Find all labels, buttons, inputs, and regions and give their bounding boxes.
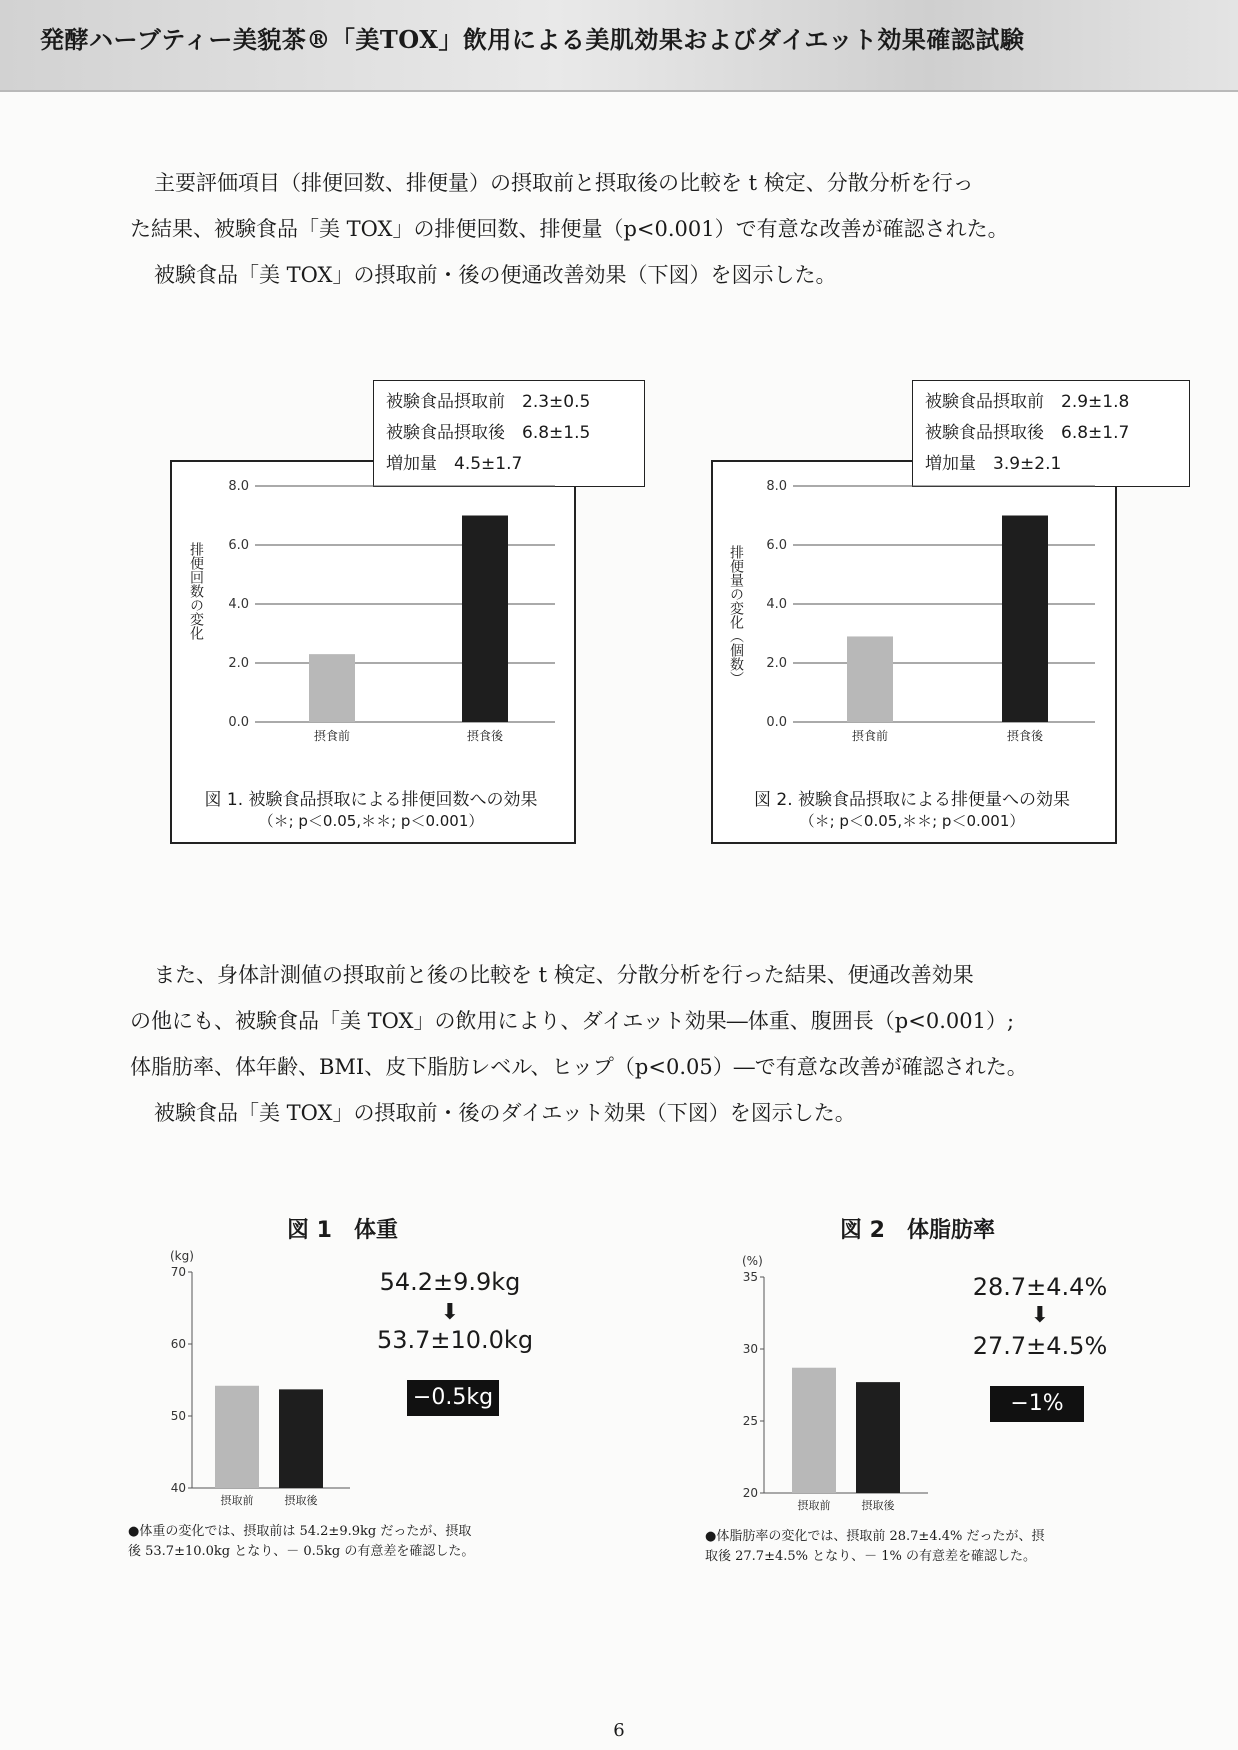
fig-bottom-1-ytick-label: 50 bbox=[170, 1409, 186, 1423]
fig-bottom-2-chart bbox=[728, 1255, 958, 1517]
fig-bottom-2-category-label: 摂取後 bbox=[861, 1499, 895, 1512]
page-title: 発酵ハーブティー美貌茶®「美TOX」飲用による美肌効果およびダイエット効果確認試験 bbox=[40, 25, 1025, 54]
intro-line-3: 被験食品「美 TOX」の摂取前・後の便通改善効果（下図）を図示した。 bbox=[154, 263, 837, 287]
fig-top-1-ytick-label: 8.0 bbox=[228, 479, 249, 494]
fig-bottom-1-note-line-1: ●体重の変化では、摂取前は 54.2±9.9kg だったが、摂取 bbox=[128, 1524, 472, 1539]
fig-bottom-1-unit-label: (kg) bbox=[170, 1250, 194, 1263]
fig-bottom-2-note bbox=[705, 1527, 1165, 1567]
fig-bottom-2-bar bbox=[856, 1382, 900, 1493]
fig-top-1-caption-block bbox=[172, 790, 570, 832]
fig-bottom-1-stat-before: 54.2±9.9kg bbox=[379, 1268, 521, 1296]
fig-bottom-2-note-line-1: ●体脂肪率の変化では、摂取前 28.7±4.4% だったが、摂 bbox=[705, 1529, 1045, 1544]
fig-top-1-ytick-label: 0.0 bbox=[228, 715, 249, 730]
fig-top-1-ylabel: 排便回数の変化 bbox=[188, 542, 204, 640]
fig-top-2-before: 被験食品摂取前 2.9±1.8 bbox=[925, 392, 1130, 412]
fig-top-1-category-label: 摂食後 bbox=[466, 729, 504, 743]
fig-top-1-note: （＊; p＜0.05,＊＊; p＜0.001） bbox=[258, 812, 484, 830]
page-number: 6 bbox=[613, 1720, 625, 1741]
fig-bottom-1-ytick-label: 70 bbox=[170, 1265, 186, 1279]
fig-top-1-bar bbox=[462, 516, 508, 723]
fig-bottom-1-ytick-label: 60 bbox=[170, 1337, 186, 1351]
fig-top-1-chart bbox=[205, 470, 565, 760]
fig-bottom-1-diff-badge: −0.5kg bbox=[407, 1380, 499, 1416]
fig-bottom-2-diff-badge: −1% bbox=[990, 1386, 1084, 1422]
fig-top-2-ytick-label: 8.0 bbox=[766, 479, 787, 494]
down-arrow-icon: ⬇ bbox=[440, 1300, 460, 1325]
fig-bottom-2-ytick-label: 35 bbox=[742, 1270, 758, 1284]
fig-bottom-1-category-label: 摂取前 bbox=[220, 1494, 254, 1507]
fig-bottom-1-stat-after: 53.7±10.0kg bbox=[376, 1326, 534, 1354]
fig-bottom-2-ytick-label: 25 bbox=[742, 1414, 758, 1428]
fig-bottom-1-bar bbox=[215, 1386, 259, 1488]
fig-top-2-ytick-label: 4.0 bbox=[766, 597, 787, 612]
intro-line-2: た結果、被験食品「美 TOX」の排便回数、排便量（p<0.001）で有意な改善が確認された。 bbox=[130, 217, 1009, 241]
header-band bbox=[0, 0, 1238, 92]
fig-top-1-after: 被験食品摂取後 6.8±1.5 bbox=[386, 423, 591, 443]
fig-bottom-2-bar bbox=[792, 1368, 836, 1493]
fig-bottom-1-category-label: 摂取後 bbox=[284, 1494, 318, 1507]
fig-bottom-2-unit-label: (%) bbox=[742, 1255, 763, 1268]
fig-bottom-2-title: 図 2 体脂肪率 bbox=[840, 1218, 995, 1243]
fig-top-2-ytick-label: 0.0 bbox=[766, 715, 787, 730]
fig-bottom-1-ytick-label: 40 bbox=[170, 1481, 186, 1495]
fig-top-1-bar bbox=[309, 654, 355, 722]
fig-top-1-increase: 増加量 4.5±1.7 bbox=[386, 454, 523, 474]
fig-top-1-ytick-label: 2.0 bbox=[228, 656, 249, 671]
intro-line-1: 主要評価項目（排便回数、排便量）の摂取前と摂取後の比較を t 検定、分散分析を行っ bbox=[154, 171, 974, 195]
middle-line-1: また、身体計測値の摂取前と後の比較を t 検定、分散分析を行った結果、便通改善効果 bbox=[154, 963, 974, 987]
fig-bottom-2-note-line-2: 取後 27.7±4.5% となり、－ 1% の有意差を確認した。 bbox=[705, 1549, 1037, 1564]
fig-top-2-ytick-label: 6.0 bbox=[766, 538, 787, 553]
fig-top-2-increase: 増加量 3.9±2.1 bbox=[925, 454, 1062, 474]
fig-bottom-2-category-label: 摂取前 bbox=[797, 1499, 831, 1512]
fig-top-2-ytick-label: 2.0 bbox=[766, 656, 787, 671]
fig-bottom-1-note-line-2: 後 53.7±10.0kg となり、－ 0.5kg の有意差を確認した。 bbox=[128, 1544, 475, 1559]
middle-paragraph bbox=[130, 952, 1160, 1136]
fig-top-2-bar bbox=[847, 636, 893, 722]
fig-top-2-bar bbox=[1002, 516, 1048, 723]
fig-top-2-caption: 図 2. 被験食品摂取による排便量への効果 bbox=[753, 790, 1071, 810]
fig-bottom-1-title: 図 1 体重 bbox=[287, 1218, 398, 1243]
fig-bottom-1-bar bbox=[279, 1389, 323, 1488]
fig-bottom-1-chart bbox=[150, 1250, 380, 1510]
fig-top-1-category-label: 摂食前 bbox=[313, 729, 351, 743]
fig-top-1-caption: 図 1. 被験食品摂取による排便回数への効果 bbox=[204, 790, 538, 810]
fig-top-2-after: 被験食品摂取後 6.8±1.7 bbox=[925, 423, 1130, 443]
fig-top-2-category-label: 摂食後 bbox=[1006, 729, 1044, 743]
fig-top-1-before: 被験食品摂取前 2.3±0.5 bbox=[386, 392, 591, 412]
fig-top-1-ytick-label: 6.0 bbox=[228, 538, 249, 553]
middle-line-4: 被験食品「美 TOX」の摂取前・後のダイエット効果（下図）を図示した。 bbox=[154, 1101, 856, 1125]
fig-bottom-2-ytick-label: 30 bbox=[742, 1342, 758, 1356]
fig-top-2-chart bbox=[745, 470, 1105, 760]
middle-line-3: 体脂肪率、体年齢、BMI、皮下脂肪レベル、ヒップ（p<0.05）―で有意な改善が確認された。 bbox=[130, 1055, 1028, 1079]
fig-bottom-2-stat-after: 27.7±4.5% bbox=[972, 1332, 1108, 1360]
fig-top-2-caption-block bbox=[713, 790, 1111, 832]
intro-paragraph bbox=[130, 160, 1160, 298]
fig-top-2-category-label: 摂食前 bbox=[851, 729, 889, 743]
fig-bottom-2-stat-before: 28.7±4.4% bbox=[972, 1273, 1108, 1301]
fig-top-2-ylabel: 排便量の変化（個数） bbox=[728, 545, 744, 685]
fig-top-2-note: （＊; p＜0.05,＊＊; p＜0.001） bbox=[799, 812, 1025, 830]
fig-bottom-2-ytick-label: 20 bbox=[742, 1486, 758, 1500]
fig-top-1-ytick-label: 4.0 bbox=[228, 597, 249, 612]
fig-bottom-1-note bbox=[128, 1522, 588, 1562]
middle-line-2: の他にも、被験食品「美 TOX」の飲用により、ダイエット効果―体重、腹囲長（p<0.001）; bbox=[130, 1009, 1015, 1033]
down-arrow-icon: ⬇ bbox=[1030, 1303, 1050, 1328]
